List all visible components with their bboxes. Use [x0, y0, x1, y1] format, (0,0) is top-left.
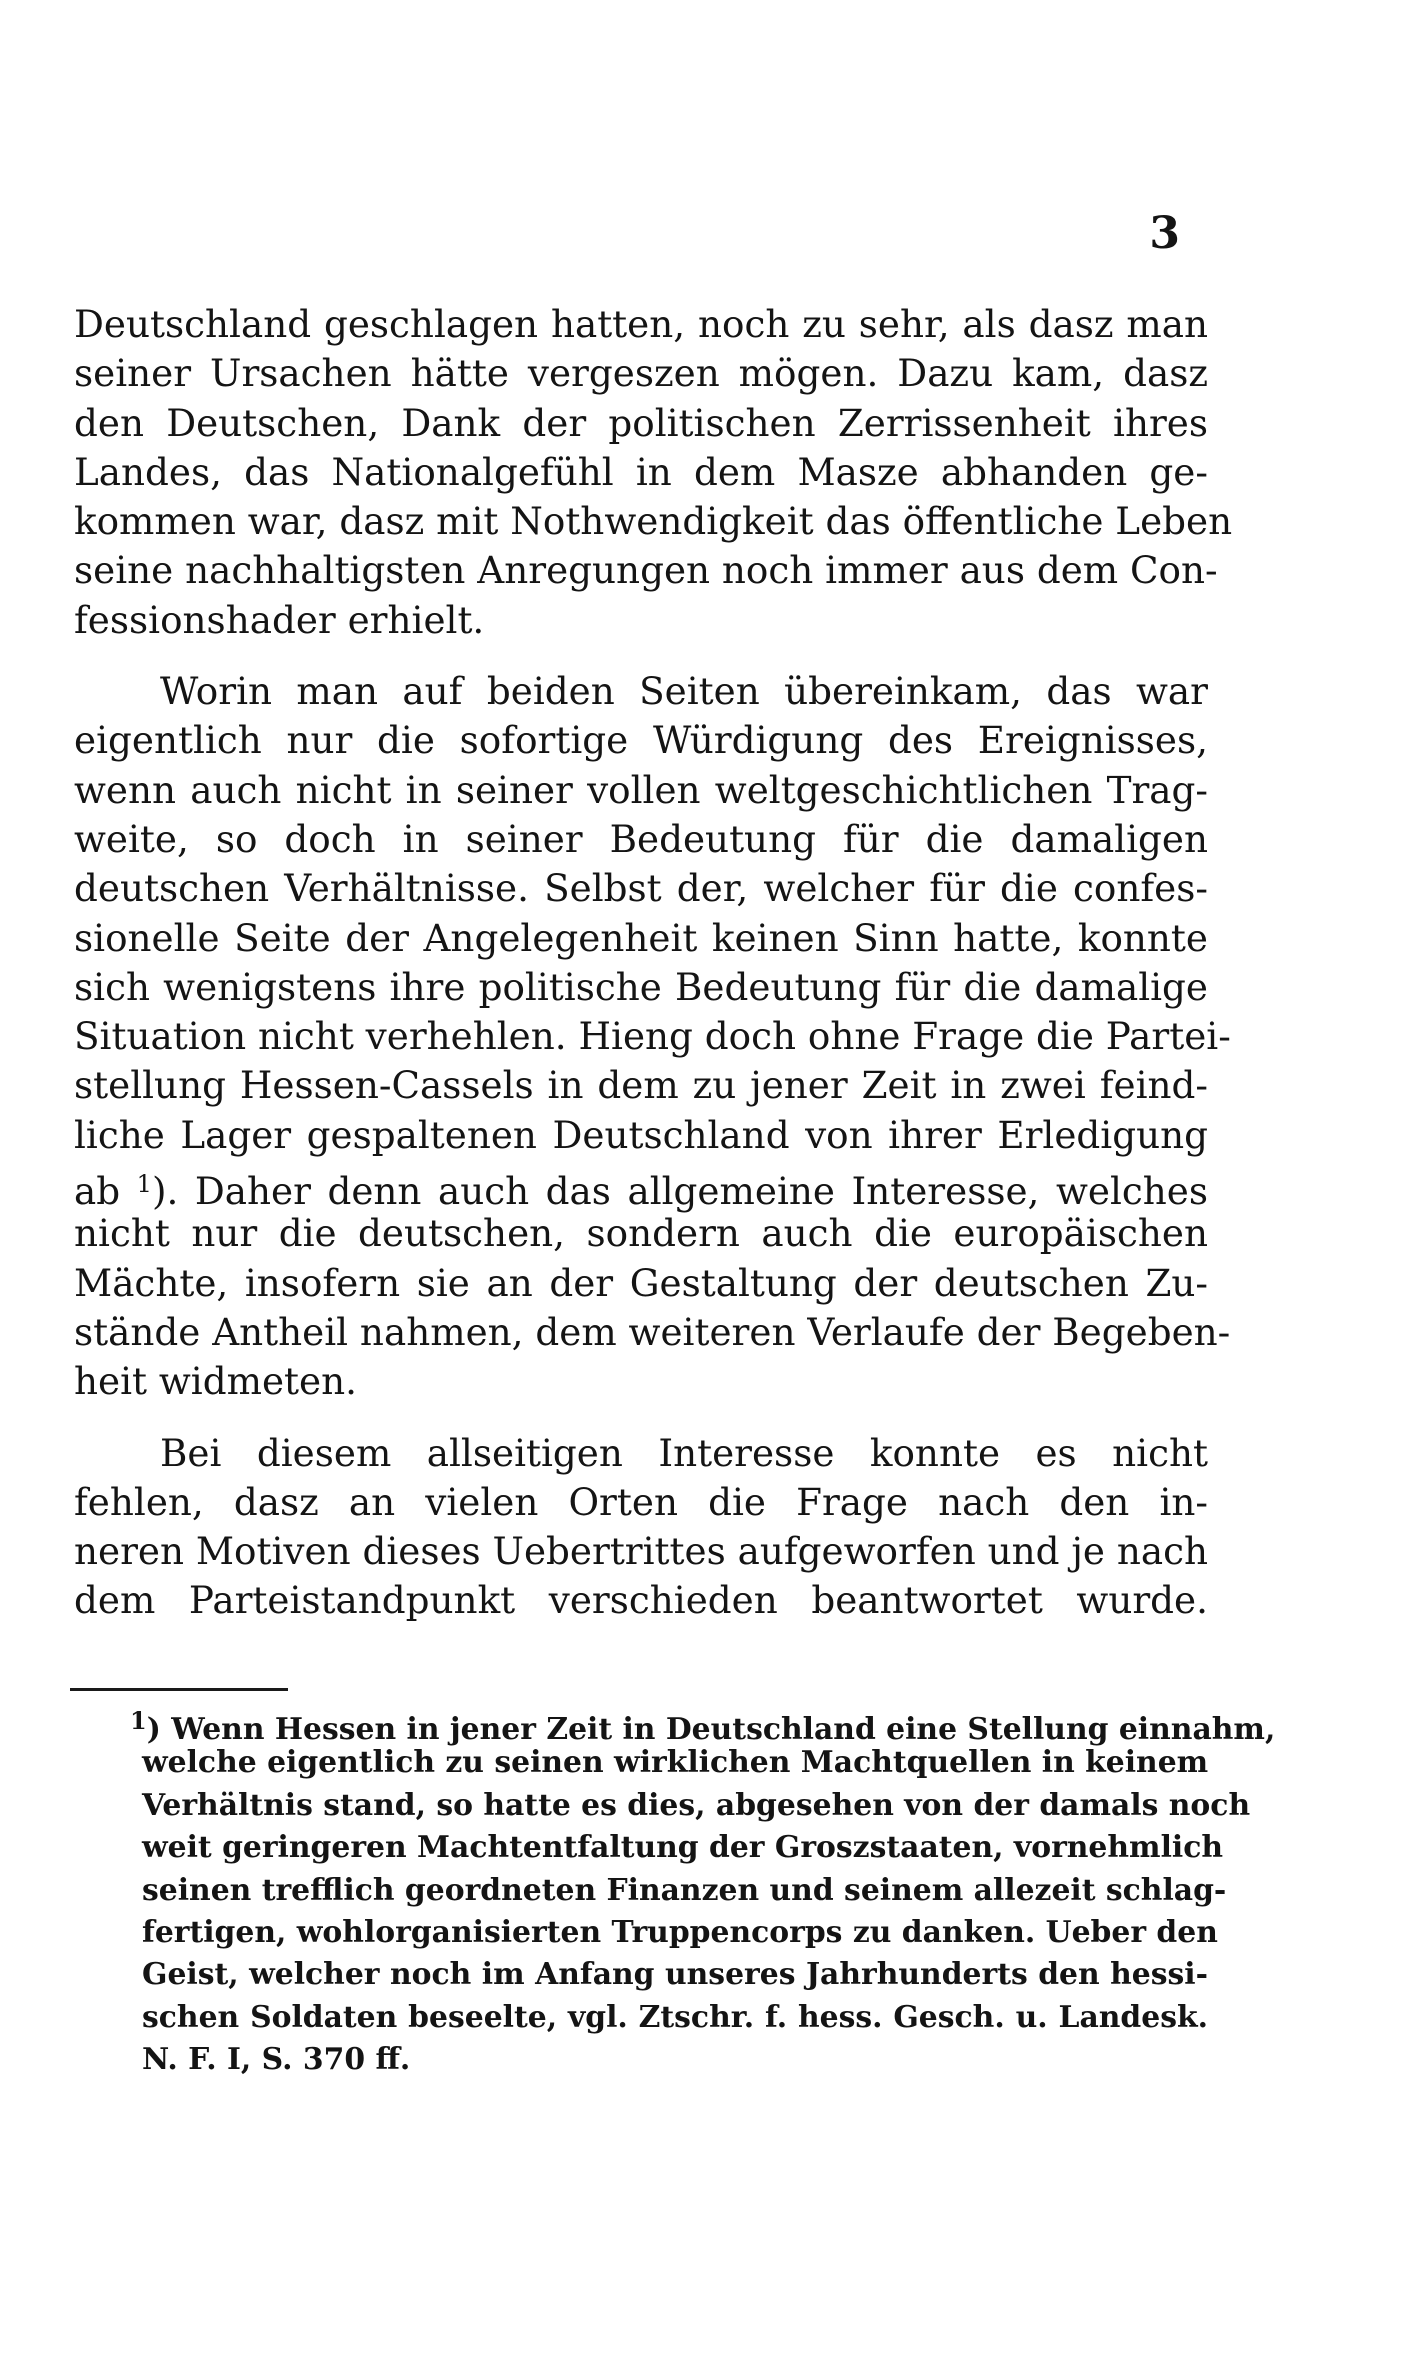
text-line: Worin man auf beiden Seiten übereinkam, das war [160, 669, 1208, 714]
text-fragment: ab [74, 1169, 121, 1214]
paragraph-spacer [74, 1407, 1208, 1429]
text-line: seine nachhaltigsten Anregungen noch immer aus dem Con- [74, 548, 1218, 593]
footnote-separator [70, 1688, 288, 1691]
footnote-line: schen Soldaten beseelte, vgl. Ztschr. f. hess. Gesch. u. Landesk. [142, 1999, 1208, 2035]
footnote-line: weit geringeren Machtentfaltung der Groszstaaten, vornehmlich [142, 1830, 1224, 1866]
text-line: fehlen, dasz an vielen Orten die Frage nach den in- [74, 1479, 1208, 1524]
footnote-text: Wenn Hessen in jener Zeit in Deutschland eine Stellung einnahm, [171, 1712, 1276, 1747]
text-line: nicht nur die deutschen, sondern auch die europäischen [74, 1211, 1208, 1256]
text-line: stände Antheil nahmen, dem weiteren Verlaufe der Begeben- [74, 1309, 1231, 1354]
paragraph-3 [74, 1429, 1208, 1626]
text-line: Situation nicht verhehlen. Hieng doch ohne Frage die Partei- [74, 1014, 1231, 1059]
text-line: Mächte, insofern sie an der Gestaltung der deutschen Zu- [74, 1260, 1208, 1305]
text-line: heit widmeten. [74, 1359, 357, 1404]
text-line: sich wenigstens ihre politische Bedeutung für die damalige [74, 964, 1208, 1009]
footnote-line [74, 1700, 1276, 1747]
page-number: 3 [1149, 208, 1180, 259]
footnote-marker-paren: ) [146, 1712, 161, 1747]
text-fragment: ). Daher denn auch das allgemeine Interesse, welches [151, 1169, 1208, 1214]
footnote-line: welche eigentlich zu seinen wirklichen Machtquellen in keinem [142, 1745, 1209, 1781]
text-line: kommen war, dasz mit Nothwendigkeit das öffentliche Leben [74, 499, 1233, 544]
text-line: liche Lager gespaltenen Deutschland von ihrer Erledigung [74, 1112, 1208, 1157]
footnote-line: fertigen, wohlorganisierten Truppencorps zu danken. Ueber den [142, 1914, 1218, 1950]
text-line: neren Motiven dieses Uebertrittes aufgeworfen und je nach [74, 1529, 1209, 1574]
text-line: fessionshader erhielt. [74, 597, 485, 642]
text-line: dem Parteistandpunkt verschieden beantwortet wurde. [74, 1578, 1208, 1623]
text-line: eigentlich nur die sofortige Würdigung des Ereignisses, [74, 718, 1208, 763]
paragraph-spacer [74, 645, 1208, 667]
text-line: wenn auch nicht in seiner vollen weltgeschichtlichen Trag- [74, 767, 1208, 812]
paragraph-1 [74, 300, 1233, 645]
footnote-line: seinen trefflich geordneten Finanzen und seinem allezeit schlag- [142, 1872, 1227, 1908]
footnote-line: N. F. I, S. 370 ff. [142, 2042, 411, 2078]
text-line: Bei diesem allseitigen Interesse konnte es nicht [160, 1430, 1208, 1475]
text-line: deutschen Verhältnisse. Selbst der, welcher für die confes- [74, 866, 1208, 911]
footnote-line: Verhältnis stand, so hatte es dies, abgesehen von der damals noch [142, 1787, 1251, 1823]
main-text [74, 300, 1233, 1626]
text-line: den Deutschen, Dank der politischen Zerrissenheit ihres [74, 400, 1208, 445]
footnote-reference[interactable]: 1 [136, 1170, 152, 1199]
text-line: sionelle Seite der Angelegenheit keinen Sinn hatte, konnte [74, 915, 1208, 960]
text-line-with-footnote-ref [74, 1160, 1208, 1214]
footnote-marker: 1 [130, 1706, 147, 1735]
text-line: Landes, das Nationalgefühl in dem Masze abhanden ge- [74, 449, 1208, 494]
footnote-line: Geist, welcher noch im Anfang unseres Jahrhunderts den hessi- [142, 1957, 1208, 1993]
text-line: Deutschland geschlagen hatten, noch zu sehr, als dasz man [74, 302, 1208, 346]
text-line: weite, so doch in seiner Bedeutung für die damaligen [74, 816, 1208, 861]
paragraph-2 [74, 667, 1231, 1406]
footnote [74, 1700, 1276, 2082]
text-line: stellung Hessen-Cassels in dem zu jener Zeit in zwei feind- [74, 1063, 1208, 1108]
text-line: seiner Ursachen hätte vergeszen mögen. Dazu kam, dasz [74, 351, 1208, 396]
